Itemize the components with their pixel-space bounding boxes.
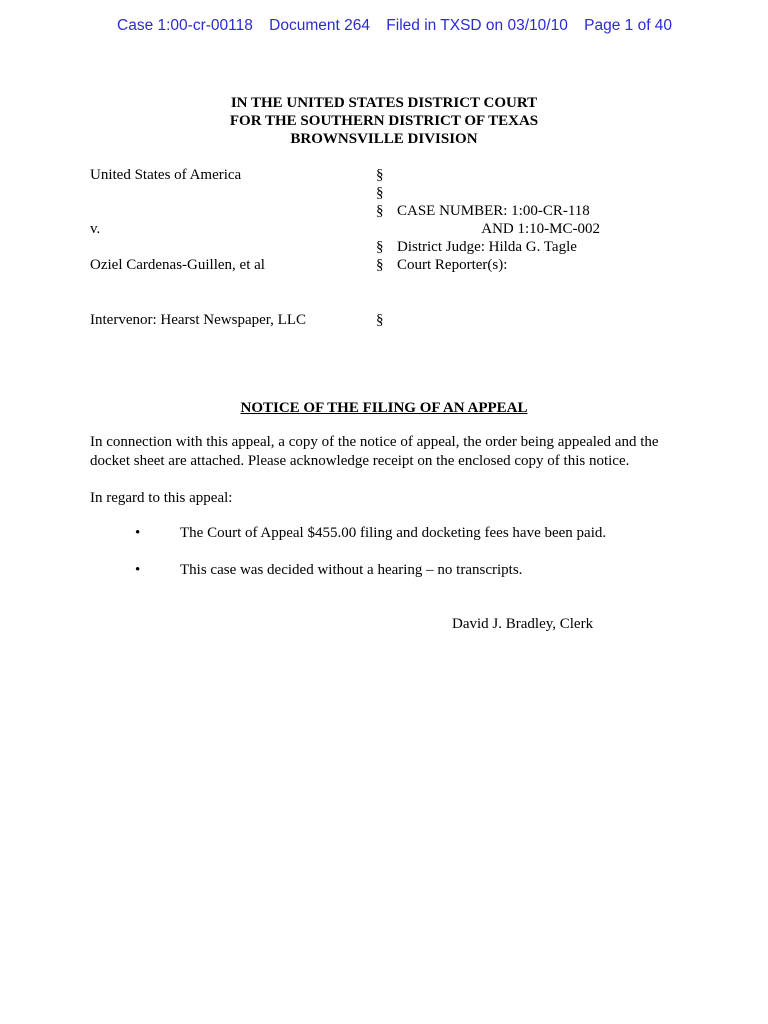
notice-title: NOTICE OF THE FILING OF AN APPEAL [240, 400, 528, 416]
stamp-page: Page 1 of 40 [584, 17, 673, 34]
case-number-secondary: AND 1:10-MC-002 [481, 221, 600, 237]
section-mark: § [376, 239, 384, 255]
caption-defendant: Oziel Cardenas-Guillen, et al [90, 257, 265, 273]
district-judge: District Judge: Hilda G. Tagle [397, 239, 577, 255]
section-mark: § [376, 257, 384, 273]
section-mark: § [376, 167, 384, 183]
court-heading [0, 94, 768, 148]
caption-plaintiff: United States of America [90, 167, 242, 183]
stamp-filed: Filed in TXSD on 03/10/10 [386, 17, 568, 34]
court-line-3: BROWNSVILLE DIVISION [290, 131, 478, 147]
bullet-item: This case was decided without a hearing – no transcripts. [180, 562, 523, 578]
section-mark: § [376, 185, 384, 201]
court-line-1: IN THE UNITED STATES DISTRICT COURT [230, 95, 538, 111]
bullet-marker: • [135, 562, 141, 578]
caption-versus: v. [90, 221, 101, 237]
court-reporter: Court Reporter(s): [397, 257, 508, 273]
filing-stamp [117, 17, 684, 35]
clerk-signature: David J. Bradley, Clerk [452, 616, 594, 632]
bullet-item: The Court of Appeal $455.00 filing and docketing fees have been paid. [180, 525, 607, 541]
notice-paragraph: In connection with this appeal, a copy of the notice of appeal, the order being appealed and the docket sheet are attached. Please acknowledge receipt on the enclosed copy of this notice. [90, 434, 659, 469]
regard-line: In regard to this appeal: [90, 490, 233, 506]
stamp-document: Document 264 [269, 17, 370, 34]
court-line-2: FOR THE SOUTHERN DISTRICT OF TEXAS [229, 113, 539, 129]
caption-intervenor: Intervenor: Hearst Newspaper, LLC [90, 312, 306, 328]
bullet-marker: • [135, 525, 141, 541]
stamp-case: Case 1:00-cr-00118 [117, 17, 253, 34]
case-number: CASE NUMBER: 1:00-CR-118 [397, 203, 590, 219]
section-mark: § [376, 312, 384, 328]
section-mark: § [376, 203, 384, 219]
